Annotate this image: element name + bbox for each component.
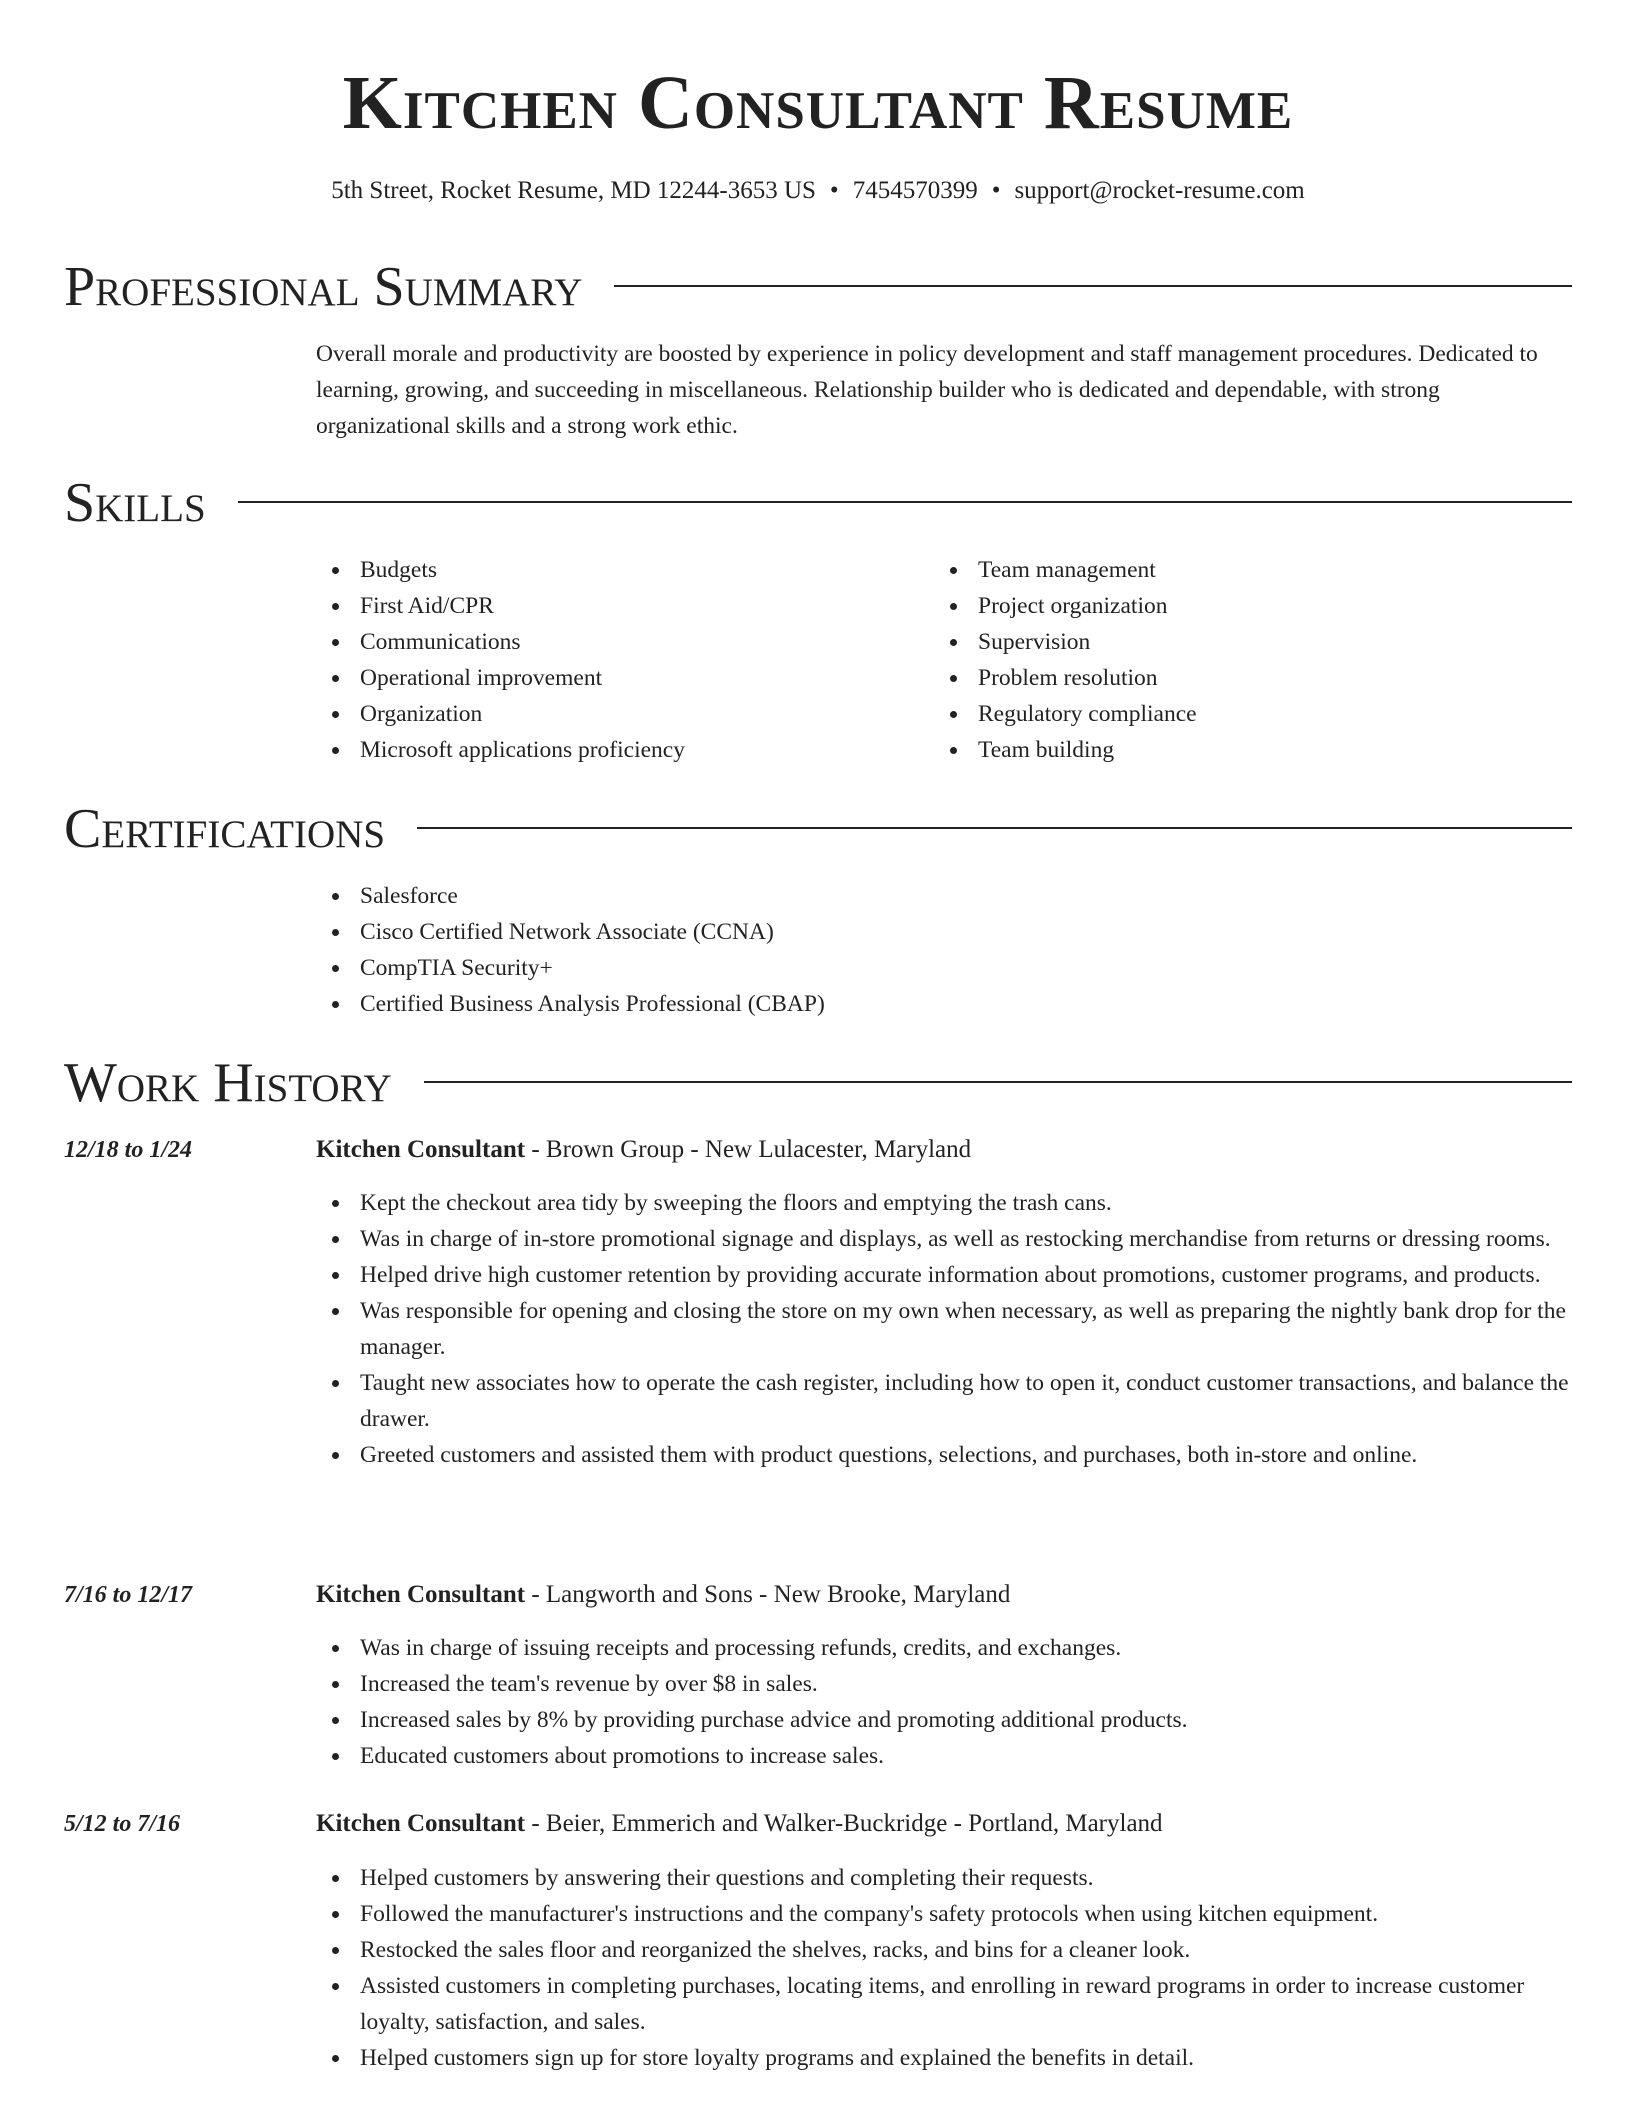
resume-title: Kitchen Consultant Resume: [342, 61, 1294, 145]
job-employer-location: - Beier, Emmerich and Walker-Buckridge - Portland, Maryland: [525, 1810, 1163, 1837]
work-history-heading: Work History: [64, 1052, 392, 1114]
skills-list: [316, 552, 1572, 768]
job-dates: 7/16 to 12/17: [64, 1582, 193, 1608]
job-bullets: [316, 1630, 1572, 1774]
skill-item: Budgets: [316, 552, 934, 588]
job-bullet: Greeted customers and assisted them with product questions, selections, and purchases, both in-store and online.: [316, 1437, 1572, 1473]
skill-item: Supervision: [934, 624, 1552, 660]
job-bullet: Assisted customers in completing purchases, locating items, and enrolling in reward programs in order to increase customer loyalty, satisfaction, and sales.: [316, 1968, 1572, 2040]
summary-heading: Professional Summary: [64, 256, 583, 318]
job-bullet: Helped customers sign up for store loyalty programs and explained the benefits in detail.: [316, 2040, 1572, 2076]
section-divider: [238, 501, 1572, 503]
job-bullet: Increased the team's revenue by over $8 in sales.: [316, 1666, 1572, 1702]
job-heading: [316, 1577, 1572, 1613]
section-divider: [614, 285, 1572, 287]
contact-separator: •: [829, 177, 839, 204]
skill-item: Regulatory compliance: [934, 696, 1552, 732]
certification-item: Cisco Certified Network Associate (CCNA): [316, 914, 1572, 950]
skill-item: Communications: [316, 624, 934, 660]
job-bullet: Helped drive high customer retention by providing accurate information about promotions, customer programs, and products.: [316, 1257, 1572, 1293]
skills-section-header: [64, 468, 1572, 538]
contact-separator: •: [991, 177, 1001, 204]
job-bullet: Was in charge of issuing receipts and processing refunds, credits, and exchanges.: [316, 1630, 1572, 1666]
job-title: Kitchen Consultant: [316, 1581, 526, 1608]
skill-item: Team building: [934, 732, 1552, 768]
job-bullet: Was in charge of in-store promotional signage and displays, as well as restocking merchandise from returns or dressing rooms.: [316, 1221, 1572, 1257]
job-bullet: Educated customers about promotions to increase sales.: [316, 1738, 1572, 1774]
job-bullet: Kept the checkout area tidy by sweeping the floors and emptying the trash cans.: [316, 1185, 1572, 1221]
job-bullet: Restocked the sales floor and reorganized the shelves, racks, and bins for a cleaner look.: [316, 1932, 1572, 1968]
job-title: Kitchen Consultant: [316, 1810, 526, 1837]
skill-item: Operational improvement: [316, 660, 934, 696]
job-heading: [316, 1806, 1572, 1842]
job-dates: 12/18 to 1/24: [64, 1137, 193, 1163]
summary-section-header: [64, 252, 1572, 322]
job-bullets: [316, 1185, 1572, 1473]
section-divider: [417, 827, 1572, 829]
skill-item: Team management: [934, 552, 1552, 588]
job-bullets: [316, 1860, 1572, 2076]
skill-item: Problem resolution: [934, 660, 1552, 696]
skills-column-left: [316, 552, 934, 768]
skills-column-right: [934, 552, 1552, 768]
job-bullet: Increased sales by 8% by providing purchase advice and promoting additional products.: [316, 1702, 1572, 1738]
certification-item: Certified Business Analysis Professional (CBAP): [316, 986, 1572, 1022]
skill-item: Organization: [316, 696, 934, 732]
job-bullet: Helped customers by answering their questions and completing their requests.: [316, 1860, 1572, 1896]
certification-item: Salesforce: [316, 878, 1572, 914]
job-bullet: Followed the manufacturer's instructions and the company's safety protocols when using kitchen equipment.: [316, 1896, 1572, 1932]
skills-heading: Skills: [64, 472, 206, 534]
job-bullet: Was responsible for opening and closing the store on my own when necessary, as well as preparing the nightly bank drop for the manager.: [316, 1293, 1572, 1365]
job-employer-location: - Brown Group - New Lulacester, Maryland: [525, 1136, 972, 1163]
certifications-heading: Certifications: [64, 798, 386, 860]
section-divider: [424, 1081, 1572, 1083]
job-employer-location: - Langworth and Sons - New Brooke, Maryland: [525, 1581, 1011, 1608]
skill-item: Microsoft applications proficiency: [316, 732, 934, 768]
summary-text: Overall morale and productivity are boosted by experience in policy development and staff management procedures. Dedicated to learning, growing, and succeeding in miscellaneous. Relationship builder who is dedicated and dependable, with strong organizational skills and a strong work ethic.: [316, 341, 1538, 439]
skill-item: First Aid/CPR: [316, 588, 934, 624]
certifications-section-header: [64, 794, 1572, 864]
contact-phone: 7454570399: [852, 177, 978, 204]
work-history-section-header: [64, 1048, 1572, 1118]
skill-item: Project organization: [934, 588, 1552, 624]
contact-line: [64, 174, 1572, 208]
job-heading: [316, 1132, 1572, 1168]
contact-email: support@rocket-resume.com: [1014, 177, 1305, 204]
contact-address: 5th Street, Rocket Resume, MD 12244-3653 US: [331, 177, 816, 204]
certifications-list: [316, 878, 1572, 1022]
certification-item: CompTIA Security+: [316, 950, 1572, 986]
job-dates: 5/12 to 7/16: [64, 1811, 181, 1837]
job-bullet: Taught new associates how to operate the cash register, including how to open it, conduct customer transactions, and balance the drawer.: [316, 1365, 1572, 1437]
job-title: Kitchen Consultant: [316, 1136, 526, 1163]
